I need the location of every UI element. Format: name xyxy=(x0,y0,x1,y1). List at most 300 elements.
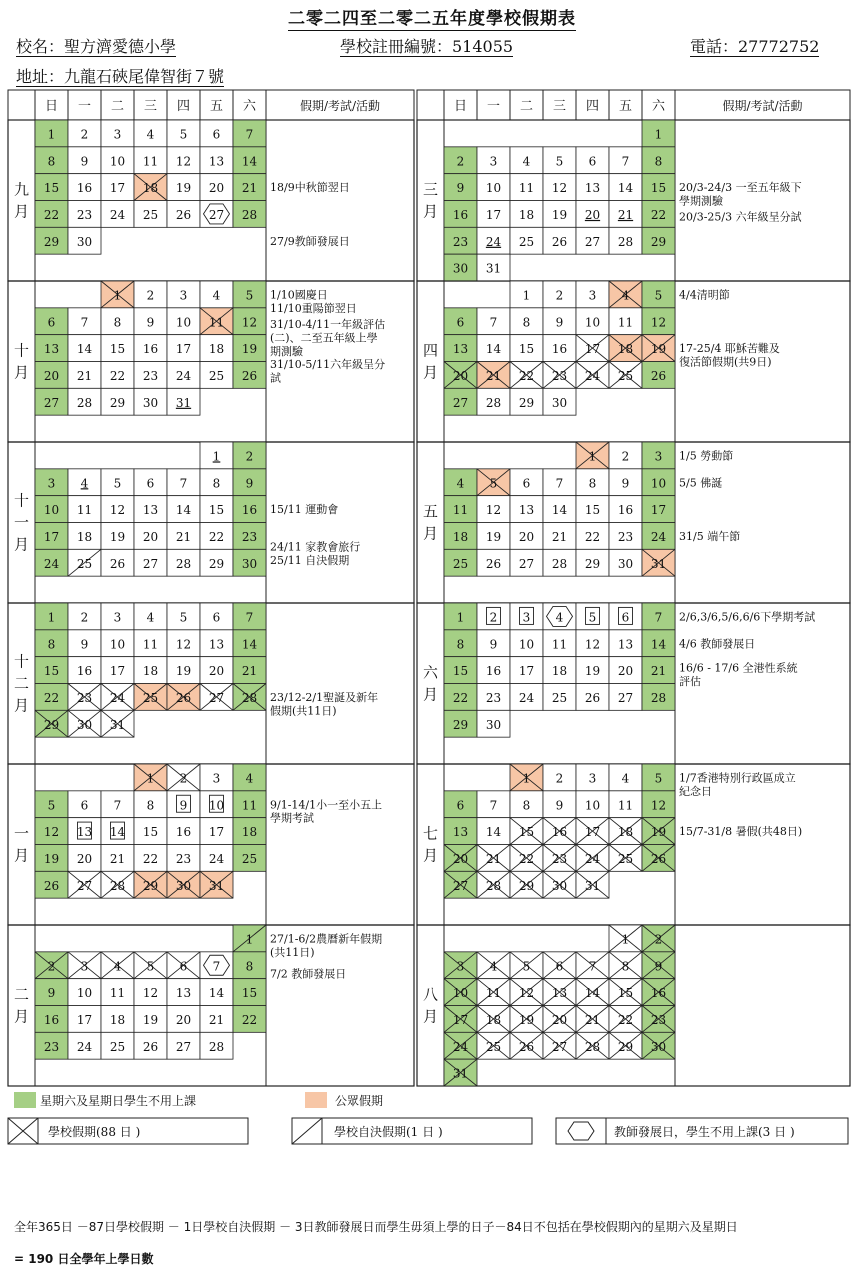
day-number: 1 xyxy=(47,610,56,625)
day-number: 12 xyxy=(650,798,667,813)
day-number: 9 xyxy=(80,637,89,652)
day-number: 9 xyxy=(80,154,89,169)
day-number: 23 xyxy=(551,368,568,383)
day-number: 21 xyxy=(485,368,502,383)
day-number: 9 xyxy=(555,798,564,813)
day-number: 9 xyxy=(489,637,498,652)
day-number: 7 xyxy=(245,127,254,142)
day-number: 28 xyxy=(241,207,258,222)
weekday-header: 三 xyxy=(143,99,158,114)
month-label: 月 xyxy=(13,1007,30,1026)
day-number: 17 xyxy=(485,207,502,222)
weekday-header: 一 xyxy=(486,99,501,114)
day-number: 9 xyxy=(179,798,188,813)
day-number: 12 xyxy=(109,503,126,518)
day-number: 24 xyxy=(485,234,502,249)
day-number: 25 xyxy=(76,556,93,571)
day-number: 3 xyxy=(588,288,597,303)
day-number: 13 xyxy=(452,342,469,357)
day-number: 17 xyxy=(175,342,192,357)
day-number: 29 xyxy=(617,1039,634,1054)
month-label: 八 xyxy=(422,985,439,1004)
day-number: 5 xyxy=(179,610,188,625)
day-number: 12 xyxy=(175,154,192,169)
day-number: 5 xyxy=(179,127,188,142)
day-number: 8 xyxy=(522,315,531,330)
day-number: 21 xyxy=(175,529,192,544)
day-number: 21 xyxy=(485,851,502,866)
day-number: 2 xyxy=(80,127,89,142)
day-number: 16 xyxy=(142,342,159,357)
day-number: 18 xyxy=(76,529,93,544)
day-number: 29 xyxy=(43,234,60,249)
day-number: 20 xyxy=(142,529,159,544)
day-number: 7 xyxy=(588,959,597,974)
day-number: 8 xyxy=(456,637,465,652)
day-number: 22 xyxy=(208,529,225,544)
day-number: 28 xyxy=(485,878,502,893)
day-number: 22 xyxy=(43,207,60,222)
day-number: 14 xyxy=(241,637,258,652)
day-number: 1 xyxy=(522,771,531,786)
day-number: 13 xyxy=(76,825,93,840)
day-number: 22 xyxy=(518,851,535,866)
day-number: 13 xyxy=(142,503,159,518)
activity-note: 假期(共11日) xyxy=(270,704,337,718)
school-days-total: = 190 日全學年上學日數 xyxy=(14,1252,154,1266)
day-number: 23 xyxy=(485,690,502,705)
day-number: 3 xyxy=(113,610,122,625)
day-number: 23 xyxy=(43,1039,60,1054)
day-number: 6 xyxy=(212,610,221,625)
day-number: 9 xyxy=(654,959,663,974)
day-number: 25 xyxy=(617,851,634,866)
day-number: 2 xyxy=(654,932,663,947)
month-label: 二 xyxy=(13,985,30,1004)
day-number: 25 xyxy=(617,368,634,383)
day-number: 22 xyxy=(452,690,469,705)
day-number: 14 xyxy=(650,637,667,652)
day-number: 4 xyxy=(113,959,122,974)
day-number: 28 xyxy=(76,395,93,410)
registration-number: 學校註冊編號：514055 xyxy=(340,37,514,56)
day-number: 29 xyxy=(650,234,667,249)
day-number: 27 xyxy=(518,556,535,571)
day-number: 30 xyxy=(142,395,159,410)
day-number: 17 xyxy=(518,664,535,679)
day-number: 9 xyxy=(245,476,254,491)
day-number: 22 xyxy=(109,368,126,383)
day-number: 18 xyxy=(241,825,258,840)
day-number: 26 xyxy=(584,690,601,705)
day-number: 2 xyxy=(245,449,254,464)
day-number: 22 xyxy=(518,368,535,383)
day-number: 30 xyxy=(617,556,634,571)
day-number: 4 xyxy=(522,154,531,169)
day-number: 2 xyxy=(146,288,155,303)
day-number: 5 xyxy=(489,476,498,491)
day-number: 1 xyxy=(654,127,663,142)
day-number: 18 xyxy=(485,1012,502,1027)
day-number: 6 xyxy=(456,315,465,330)
month-label: 月 xyxy=(422,524,439,543)
weekday-header: 五 xyxy=(209,99,224,114)
day-number: 10 xyxy=(76,986,93,1001)
day-number: 9 xyxy=(621,476,630,491)
day-number: 16 xyxy=(485,664,502,679)
day-number: 30 xyxy=(485,717,502,732)
day-number: 27 xyxy=(142,556,159,571)
day-number: 5 xyxy=(522,959,531,974)
day-number: 27 xyxy=(452,878,469,893)
activity-note: 31/5 端午節 xyxy=(679,529,741,543)
day-number: 23 xyxy=(76,690,93,705)
day-number: 7 xyxy=(113,798,122,813)
day-number: 26 xyxy=(142,1039,159,1054)
day-number: 10 xyxy=(584,798,601,813)
day-number: 15 xyxy=(452,664,469,679)
day-number: 11 xyxy=(617,315,634,330)
day-number: 19 xyxy=(142,1012,159,1027)
day-number: 31 xyxy=(584,878,601,893)
day-number: 3 xyxy=(47,476,56,491)
month-label: 十 xyxy=(13,491,30,510)
day-number: 1 xyxy=(146,771,155,786)
day-number: 3 xyxy=(522,610,531,625)
day-number: 31 xyxy=(650,556,667,571)
activity-note: 24/11 家教會旅行 xyxy=(270,540,361,554)
day-number: 13 xyxy=(584,181,601,196)
month-label: 九 xyxy=(13,180,30,199)
day-number: 21 xyxy=(617,207,634,222)
day-number: 8 xyxy=(113,315,122,330)
day-number: 26 xyxy=(109,556,126,571)
day-number: 24 xyxy=(650,529,667,544)
day-number: 18 xyxy=(617,342,634,357)
weekday-header: 二 xyxy=(519,99,534,114)
day-number: 28 xyxy=(584,1039,601,1054)
day-number: 2 xyxy=(47,959,56,974)
day-number: 14 xyxy=(551,503,568,518)
day-number: 5 xyxy=(47,798,56,813)
month-label: 月 xyxy=(422,202,439,221)
day-number: 22 xyxy=(43,690,60,705)
day-number: 15 xyxy=(208,503,225,518)
day-number: 4 xyxy=(80,476,89,491)
activity-note: 25/11 自決假期 xyxy=(270,554,350,568)
day-number: 26 xyxy=(650,368,667,383)
day-number: 26 xyxy=(175,207,192,222)
day-number: 3 xyxy=(113,127,122,142)
day-number: 29 xyxy=(518,878,535,893)
activity-note: 5/5 佛誕 xyxy=(679,476,723,490)
day-number: 15 xyxy=(109,342,126,357)
day-number: 19 xyxy=(175,181,192,196)
weekday-header: 六 xyxy=(242,99,257,114)
day-number: 11 xyxy=(142,154,159,169)
day-number: 8 xyxy=(588,476,597,491)
day-number: 2 xyxy=(456,154,465,169)
weekday-header: 二 xyxy=(110,99,125,114)
day-number: 26 xyxy=(650,851,667,866)
activity-note: 7/2 教師發展日 xyxy=(270,967,347,981)
activity-note: 復活節假期(共9日) xyxy=(679,355,772,369)
weekday-header: 一 xyxy=(77,99,92,114)
day-number: 12 xyxy=(518,986,535,1001)
activity-note: 9/1-14/1小一至小五上 xyxy=(270,798,383,812)
day-number: 17 xyxy=(208,825,225,840)
day-number: 27 xyxy=(208,690,225,705)
day-number: 27 xyxy=(76,878,93,893)
day-number: 11 xyxy=(551,637,568,652)
activity-note: 4/4清明節 xyxy=(679,288,730,302)
day-number: 8 xyxy=(621,959,630,974)
activity-note: 16/6 - 17/6 全港性系統 xyxy=(679,661,798,675)
day-number: 12 xyxy=(43,825,60,840)
day-number: 26 xyxy=(485,556,502,571)
day-number: 6 xyxy=(588,154,597,169)
day-number: 15 xyxy=(241,986,258,1001)
day-number: 1 xyxy=(245,932,254,947)
day-number: 24 xyxy=(208,851,225,866)
day-number: 17 xyxy=(76,1012,93,1027)
day-number: 11 xyxy=(485,986,502,1001)
day-number: 20 xyxy=(76,851,93,866)
weekday-header: 四 xyxy=(176,99,191,114)
day-number: 11 xyxy=(241,798,258,813)
day-number: 27 xyxy=(551,1039,568,1054)
summary-line: 全年365日 －87日學校假期 － 1日學校自決假期 － 3日教師發展日而學生毋須上學的日子－84日不包括在學校假期內的星期六及星期日 xyxy=(14,1220,738,1234)
day-number: 30 xyxy=(650,1039,667,1054)
month-label: 月 xyxy=(13,363,30,382)
day-number: 22 xyxy=(241,1012,258,1027)
activity-note: 18/9中秋節翌日 xyxy=(270,181,350,195)
day-number: 7 xyxy=(179,476,188,491)
day-number: 5 xyxy=(588,610,597,625)
month-label: 七 xyxy=(422,824,439,843)
day-number: 4 xyxy=(621,288,630,303)
day-number: 31 xyxy=(485,261,502,276)
day-number: 30 xyxy=(241,556,258,571)
day-number: 1 xyxy=(522,288,531,303)
activity-note: 1/5 勞動節 xyxy=(679,449,734,463)
month-label: 四 xyxy=(422,341,439,360)
activity-note: 紀念日 xyxy=(679,784,712,798)
day-number: 5 xyxy=(555,154,564,169)
day-number: 9 xyxy=(456,181,465,196)
activity-note: 4/6 教師發展日 xyxy=(679,637,756,651)
day-number: 23 xyxy=(650,1012,667,1027)
day-number: 25 xyxy=(142,207,159,222)
day-number: 5 xyxy=(245,288,254,303)
day-number: 21 xyxy=(241,181,258,196)
day-number: 13 xyxy=(518,503,535,518)
day-number: 21 xyxy=(241,664,258,679)
day-number: 20 xyxy=(518,529,535,544)
day-number: 12 xyxy=(485,503,502,518)
day-number: 12 xyxy=(650,315,667,330)
day-number: 4 xyxy=(489,959,498,974)
day-number: 27 xyxy=(175,1039,192,1054)
activity-header: 假期/考試/活動 xyxy=(722,99,803,113)
activity-note: 20/3-25/3 六年級呈分試 xyxy=(679,210,802,224)
day-number: 7 xyxy=(489,315,498,330)
day-number: 1 xyxy=(113,288,122,303)
month-label: 三 xyxy=(422,180,439,199)
day-number: 1 xyxy=(588,449,597,464)
day-number: 3 xyxy=(456,959,465,974)
day-number: 2 xyxy=(621,449,630,464)
day-number: 24 xyxy=(584,368,601,383)
day-number: 8 xyxy=(212,476,221,491)
day-number: 8 xyxy=(245,959,254,974)
day-number: 2 xyxy=(179,771,188,786)
day-number: 14 xyxy=(208,986,225,1001)
day-number: 1 xyxy=(212,449,221,464)
day-number: 3 xyxy=(212,771,221,786)
day-number: 5 xyxy=(654,288,663,303)
activity-note: 15/11 運動會 xyxy=(270,503,339,517)
activity-note: 學期測驗 xyxy=(679,194,723,208)
day-number: 14 xyxy=(76,342,93,357)
day-number: 16 xyxy=(551,825,568,840)
day-number: 19 xyxy=(650,825,667,840)
day-number: 29 xyxy=(43,717,60,732)
day-number: 17 xyxy=(584,342,601,357)
activity-header: 假期/考試/活動 xyxy=(299,99,381,113)
day-number: 9 xyxy=(555,315,564,330)
day-number: 24 xyxy=(175,368,192,383)
day-number: 30 xyxy=(175,878,192,893)
day-number: 20 xyxy=(43,368,60,383)
activity-note: 學期考試 xyxy=(270,811,314,825)
day-number: 17 xyxy=(584,825,601,840)
day-number: 24 xyxy=(109,690,126,705)
day-number: 25 xyxy=(452,556,469,571)
day-number: 13 xyxy=(452,825,469,840)
day-number: 18 xyxy=(208,342,225,357)
day-number: 11 xyxy=(518,181,535,196)
day-number: 14 xyxy=(241,154,258,169)
day-number: 6 xyxy=(80,798,89,813)
day-number: 23 xyxy=(452,234,469,249)
day-number: 19 xyxy=(241,342,258,357)
day-number: 16 xyxy=(76,181,93,196)
day-number: 19 xyxy=(175,664,192,679)
day-number: 10 xyxy=(175,315,192,330)
day-number: 1 xyxy=(47,127,56,142)
day-number: 20 xyxy=(175,1012,192,1027)
activity-note: (二)、二至五年級上學 xyxy=(270,331,378,345)
page-title: 二零二四至二零二五年度學校假期表 xyxy=(288,9,576,29)
day-number: 15 xyxy=(43,664,60,679)
day-number: 6 xyxy=(621,610,630,625)
day-number: 23 xyxy=(551,851,568,866)
day-number: 4 xyxy=(146,127,155,142)
day-number: 2 xyxy=(555,771,564,786)
day-number: 1 xyxy=(456,610,465,625)
day-number: 21 xyxy=(650,664,667,679)
day-number: 25 xyxy=(109,1039,126,1054)
day-number: 13 xyxy=(208,637,225,652)
day-number: 10 xyxy=(584,315,601,330)
activity-note: 1/7香港特別行政區成立 xyxy=(679,771,796,785)
day-number: 3 xyxy=(179,288,188,303)
day-number: 2 xyxy=(555,288,564,303)
day-number: 23 xyxy=(175,851,192,866)
legend-self-holiday-label: 學校自決假期(1 日 ) xyxy=(334,1125,443,1139)
day-number: 5 xyxy=(654,771,663,786)
weekday-header: 四 xyxy=(585,99,600,114)
legend-slash-line xyxy=(292,1118,322,1144)
day-number: 29 xyxy=(518,395,535,410)
day-number: 11 xyxy=(452,503,469,518)
day-number: 14 xyxy=(109,825,126,840)
day-number: 6 xyxy=(146,476,155,491)
day-number: 12 xyxy=(175,637,192,652)
month-label: 月 xyxy=(13,696,30,715)
day-number: 29 xyxy=(208,556,225,571)
day-number: 22 xyxy=(142,851,159,866)
day-number: 18 xyxy=(142,664,159,679)
activity-note: 11/10重陽節翌日 xyxy=(270,301,357,315)
day-number: 9 xyxy=(146,315,155,330)
day-number: 16 xyxy=(76,664,93,679)
day-number: 5 xyxy=(146,959,155,974)
day-number: 21 xyxy=(208,1012,225,1027)
legend-weekend-swatch xyxy=(14,1092,36,1108)
day-number: 4 xyxy=(245,771,254,786)
day-number: 7 xyxy=(245,610,254,625)
day-number: 6 xyxy=(456,798,465,813)
day-number: 30 xyxy=(551,878,568,893)
day-number: 15 xyxy=(650,181,667,196)
day-number: 31 xyxy=(109,717,126,732)
day-number: 12 xyxy=(142,986,159,1001)
day-number: 10 xyxy=(208,798,225,813)
day-number: 20 xyxy=(617,664,634,679)
day-number: 12 xyxy=(241,315,258,330)
day-number: 24 xyxy=(43,556,60,571)
legend-hexagon-icon xyxy=(568,1122,594,1140)
day-number: 27 xyxy=(617,690,634,705)
day-number: 18 xyxy=(452,529,469,544)
day-number: 16 xyxy=(551,342,568,357)
day-number: 15 xyxy=(518,825,535,840)
day-number: 17 xyxy=(109,664,126,679)
day-number: 22 xyxy=(650,207,667,222)
day-number: 19 xyxy=(109,529,126,544)
day-number: 29 xyxy=(142,878,159,893)
day-number: 26 xyxy=(518,1039,535,1054)
activity-note: 17-25/4 耶穌苦難及 xyxy=(679,342,780,356)
day-number: 27 xyxy=(43,395,60,410)
day-number: 5 xyxy=(113,476,122,491)
day-number: 13 xyxy=(175,986,192,1001)
day-number: 14 xyxy=(617,181,634,196)
day-number: 10 xyxy=(452,986,469,1001)
weekday-header: 六 xyxy=(651,99,666,114)
day-number: 10 xyxy=(43,503,60,518)
month-label: 五 xyxy=(422,502,439,521)
day-number: 7 xyxy=(212,959,221,974)
day-number: 15 xyxy=(43,181,60,196)
day-number: 4 xyxy=(212,288,221,303)
phone-number: 電話：27772752 xyxy=(690,37,820,56)
day-number: 28 xyxy=(650,690,667,705)
day-number: 19 xyxy=(551,207,568,222)
day-number: 3 xyxy=(80,959,89,974)
